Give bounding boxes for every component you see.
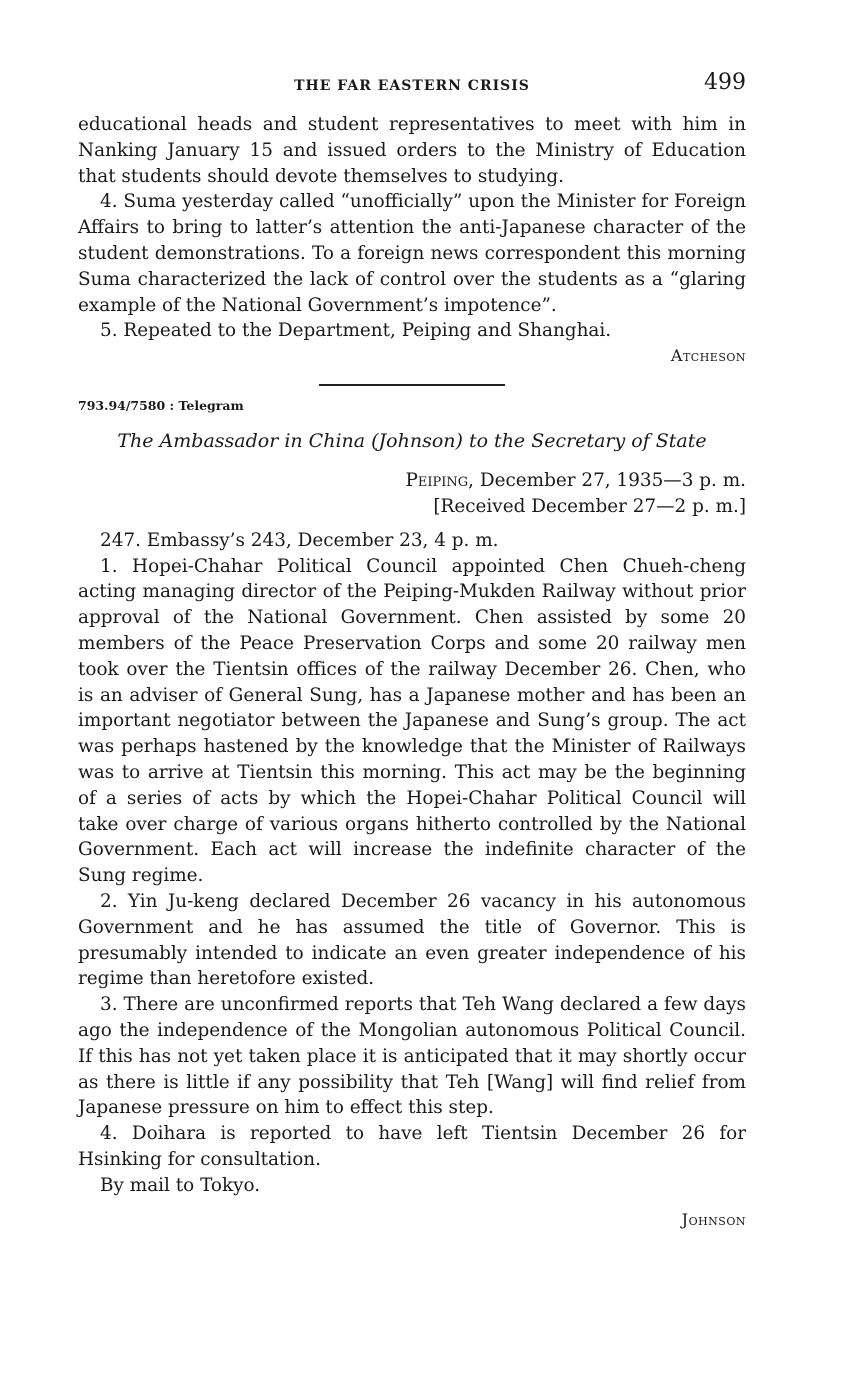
paragraph-4: 4. Doihara is reported to have left Tientsin December 26 for Hsinking for consultation.: [78, 1123, 746, 1170]
paragraph-1: 1. Hopei-Chahar Political Council appointed Chen Chueh-cheng acting managing director of the Peiping-Mukden Railway without prior approval of the National Government. Chen assisted by some 20 members of the Peace Preservation Corps and some 20 railway men took over the Tientsin offices of the railway December 26. Chen, who is an adviser of General Sung, has a Japanese mother and has been an important negotiator between the Japanese and Sung’s group. The act was perhaps hastened by the knowledge that the Minister of Railways was to arrive at Tientsin this morning. This act may be the beginning of a series of acts by which the Hopei-Chahar Political Council will take over charge of various organs hitherto controlled by the National Government. Each act will increase the indefinite character of the Sung regime.: [78, 555, 746, 887]
paragraph-3: 3. There are unconfirmed reports that Teh Wang declared a few days ago the independence of the Mongolian autonomous Political Council. If this has not yet taken place it is anticipated that it may shortly occur as there is little if any possibility that Teh [Wang] will find relief from Japanese pressure on him to effect this step.: [78, 994, 746, 1119]
paragraph-2: 2. Yin Ju-keng declared December 26 vacancy in his autonomous Government and he has assumed the title of Governor. This is presumably intended to indicate an even greater independence of his regime than heretofore existed.: [78, 890, 746, 990]
file-reference: 793.94/7580 : Telegram: [78, 398, 244, 414]
dateline: [78, 468, 746, 494]
paragraph-5: 5. Repeated to the Department, Peiping and Shanghai.: [100, 320, 612, 342]
running-title: THE FAR EASTERN CRISIS: [294, 78, 530, 94]
continued-paragraph: educational heads and student representatives to meet with him in Nanking January 15 and issued orders to the Ministry of Education that students should devote themselves to studying.: [78, 114, 746, 187]
signature-johnson: Johnson: [681, 1210, 746, 1230]
document-title: The Ambassador in China (Johnson) to the Secretary of State: [117, 430, 707, 453]
document: [78, 398, 746, 1232]
page-number: 499: [704, 70, 746, 95]
signature-atcheson: Atcheson: [670, 346, 746, 366]
telegram-body: [78, 528, 746, 1199]
dateline-date: , December 27, 1935—3 p. m.: [468, 470, 746, 492]
dateline-place: Peiping: [405, 470, 469, 492]
previous-document: [78, 112, 746, 368]
opening-line: 247. Embassy’s 243, December 23, 4 p. m.: [100, 529, 499, 551]
received-line: [Received December 27—2 p. m.]: [433, 495, 746, 517]
closing-line: By mail to Tokyo.: [100, 1174, 261, 1196]
paragraph-4: 4. Suma yesterday called “unofficially” upon the Minister for Foreign Affairs to bring to latter’s attention the anti-Japanese character of the student demonstrations. To a foreign news correspondent this morning Suma characterized the lack of control over the students as a “glaring example of the National Government’s impotence”.: [78, 191, 746, 316]
page: [78, 68, 746, 1232]
running-head: [78, 68, 746, 100]
section-divider: [319, 384, 505, 386]
